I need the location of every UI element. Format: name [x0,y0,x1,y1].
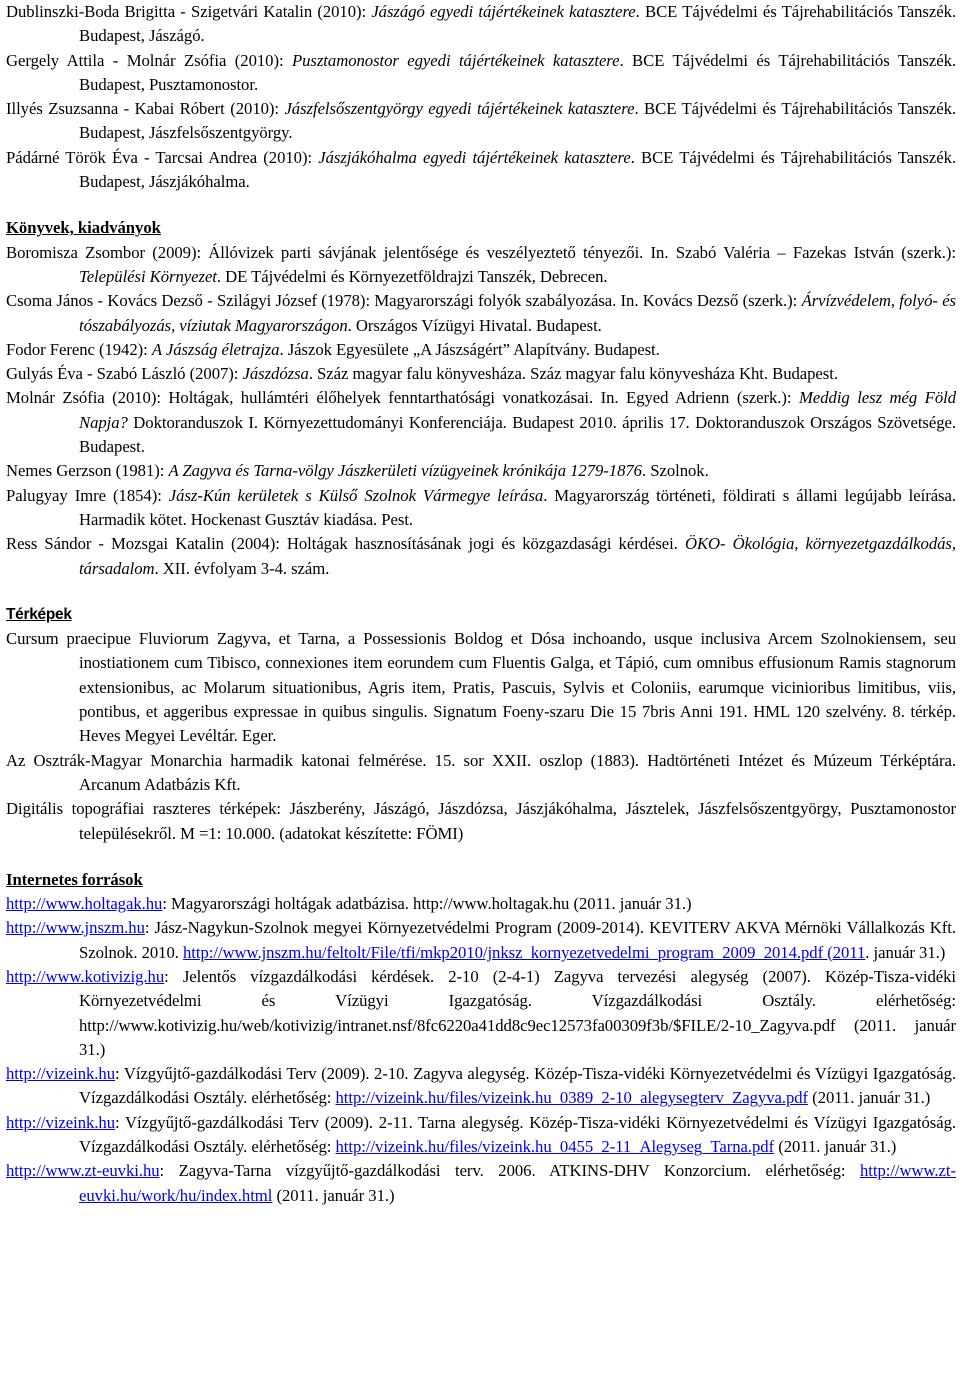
source-link[interactable]: http://vizeink.hu [6,1112,115,1132]
internet-heading: Internetes források [6,869,143,889]
document-link[interactable]: http://vizeink.hu/files/vizeink.hu_0455_2-11_Alegyseg_Tarna.pdf [335,1137,775,1157]
book-entry: Molnár Zsófia (2010): Holtágak, hullámtéri élőhelyek fenntarthatósági vonatkozásai. In. Egyed Adrienn (szerk.): Meddig lesz még Föld Napja? Doktoranduszok I. Környezettudományi Konferenciája. Budapest 2010. április 17. Doktoranduszok Országos Szövetsége. Budapest. [6,388,956,457]
book-entry: Nemes Gerzson (1981): A Zagyva és Tarna-völgy Jászkerületi vízügyeinek krónikája 1279-1876. Szolnok. [6,461,709,481]
document-link[interactable]: http://www.zt-euvki.hu/work/hu/index.html [79,1161,956,1205]
books-heading: Könyvek, kiadványok [6,218,161,238]
reference-entry: Illyés Zsuzsanna - Kabai Róbert (2010): Jászfelsőszentgyörgy egyedi tájértékeinek katasztere. BCE Tájvédelmi és Tájrehabilitációs Tanszék. Budapest, Jászfelsőszentgyörgy. [6,99,957,143]
maps-heading: Térképek [6,605,72,623]
source-link[interactable]: http://www.zt-euvki.hu [6,1161,160,1181]
document-link[interactable]: http://www.jnszm.hu/feltolt/File/tfi/mkp2010/jnksz_kornyezetvedelmi_program_2009_2014.pdf (2011 [183,942,866,962]
map-entry: Cursum praecipue Fluviorum Zagyva, et Tarna, a Possessionis Boldog et Dósa inchoando, usque inclusiva Arcem Szolnokiensem, seu inostiationem cum Tibisco, connexiones item eorundem cum Fluentis Galga, et Tápió, cum omnibus effusionum Ramis stagnorum extensionibus, ac Molarum situationibus, Agris item, Pratis, Pascuis, Sylvis et Coloniis, earumque vicinioribus limitibus, viis, pontibus, et aggeribus expressae in quibus singulis. Signatum Foeny-szaru Die 15 7bris Anni 191. HML 120 szelvény. 8. térkép. Heves Megyei Levéltár. Eger. [6,629,956,746]
source-link[interactable]: http://vizeink.hu [6,1064,115,1084]
maps-section [6,603,956,846]
internet-entry: http://www.zt-euvki.hu: Zagyva-Tarna vízgyűjtő-gazdálkodási terv. 2006. ATKINS-DHV Konzorcium. elérhetőség: http://www.zt-euvki.hu/work/hu/index.html (2011. január 31.) [6,1161,956,1205]
book-entry: Boromisza Zsombor (2009): Állóvizek parti sávjának jelentősége és veszélyeztető tényezői. In. Szabó Valéria – Fazekas István (szerk.): Települési Környezet. DE Tájvédelmi és Környezetföldrajzi Tanszék, Debrecen. [6,242,956,286]
internet-entry: http://www.kotivizig.hu: Jelentős vízgazdálkodási kérdések. 2-10 (2-4-1) Zagyva tervezési alegység (2007). Közép-Tisza-vidéki Környezetvédelmi és Vízügyi Igazgatóság. Vízgazdálkodási Osztály. elérhetőség: http://www.kotivizig.hu/web/kotivizig/intranet.nsf/8fc6220a41dd8c9ec12573fa00309f3b/$FILE/2-10_Zagyva.pdf (2011. január 31.) [6,966,956,1059]
books-section [6,216,956,580]
reference-entry: Dublinszki-Boda Brigitta - Szigetvári Katalin (2010): Jászágó egyedi tájértékeinek katasztere. BCE Tájvédelmi és Tájrehabilitációs Tanszék. Budapest, Jászágó. [6,2,957,46]
book-entry: Palugyay Imre (1854): Jász-Kún kerületek s Külső Szolnok Vármegye leírása. Magyarország történeti, földirati s állami legújabb leírása. Harmadik kötet. Hockenast Gusztáv kiadása. Pest. [6,485,956,529]
source-link[interactable]: http://www.kotivizig.hu [6,966,165,986]
book-entry: Fodor Ferenc (1942): A Jászság életrajza. Jászok Egyesülete „A Jászságért” Alapítvány. Budapest. [6,339,660,359]
internet-entry: http://vizeink.hu: Vízgyűjtő-gazdálkodási Terv (2009). 2-10. Zagyva alegység. Közép-Tisza-vidéki Környezetvédelmi és Vízügyi Igazgatóság. Vízgazdálkodási Osztály. elérhetőség: http://vizeink.hu/files/vizeink.hu_0389_2-10_alegysegterv_Zagyva.pdf (2011. január 31.) [6,1064,956,1108]
internet-entry: http://vizeink.hu: Vízgyűjtő-gazdálkodási Terv (2009). 2-11. Tarna alegység. Közép-Tisza-vidéki Környezetvédelmi és Vízügyi Igazgatóság. Vízgazdálkodási Osztály. elérhetőség: http://vizeink.hu/files/vizeink.hu_0455_2-11_Alegyseg_Tarna.pdf (2011. január 31.) [6,1112,956,1157]
source-link[interactable]: http://www.holtagak.hu [6,894,163,914]
reference-list-continued [6,0,956,194]
internet-section [6,868,956,1208]
reference-entry: Pádárné Török Éva - Tarcsai Andrea (2010): Jászjákóhalma egyedi tájértékeinek katasztere. BCE Tájvédelmi és Tájrehabilitációs Tanszék. Budapest, Jászjákóhalma. [6,147,956,192]
internet-entry: http://www.jnszm.hu: Jász-Nagykun-Szolnok megyei Környezetvédelmi Program (2009-2014). KEVITERV AKVA Mérnöki Vállalkozás Kft. Szolnok. 2010. http://www.jnszm.hu/feltolt/File/tfi/mkp2010/jnksz_kornyezetvedelmi_program_2009_2014.pdf (2011. január 31.) [6,918,956,962]
book-entry: Ress Sándor - Mozsgai Katalin (2004): Holtágak hasznosításának jogi és közgazdasági kérdései. ÖKO- Ökológia, környezetgazdálkodás, társadalom. XII. évfolyam 3-4. szám. [6,534,956,578]
book-entry: Csoma János - Kovács Dezső - Szilágyi József (1978): Magyarországi folyók szabályozása. In. Kovács Dezső (szerk.): Árvízvédelem, folyó- és tószabályozás, víziutak Magyarországon. Országos Vízügyi Hivatal. Budapest. [6,291,956,335]
source-link[interactable]: http://www.jnszm.hu [6,918,145,938]
document-link[interactable]: http://vizeink.hu/files/vizeink.hu_0389_2-10_alegysegterv_Zagyva.pdf [335,1088,809,1108]
book-entry: Gulyás Éva - Szabó László (2007): Jászdózsa. Száz magyar falu könyvesháza. Száz magyar falu könyvesháza Kht. Budapest. [6,364,838,384]
internet-entry: http://www.holtagak.hu: Magyarországi holtágak adatbázisa. http://www.holtagak.hu (2011. január 31.) [6,894,692,914]
map-entry: Az Osztrák-Magyar Monarchia harmadik katonai felmérése. 15. sor XXII. oszlop (1883). Hadtörténeti Intézet és Múzeum Térképtára. Arcanum Adatbázis Kft. [6,750,956,794]
map-entry: Digitális topográfiai raszteres térképek: Jászberény, Jászágó, Jászdózsa, Jászjákóhalma, Jásztelek, Jászfelsőszentgyörgy, Pusztamonostor településekről. M =1: 10.000. (adatokat készítette: FÖMI) [6,799,956,843]
reference-entry: Gergely Attila - Molnár Zsófia (2010): Pusztamonostor egyedi tájértékeinek katasztere. BCE Tájvédelmi és Tájrehabilitációs Tanszék. Budapest, Pusztamonostor. [6,50,956,94]
